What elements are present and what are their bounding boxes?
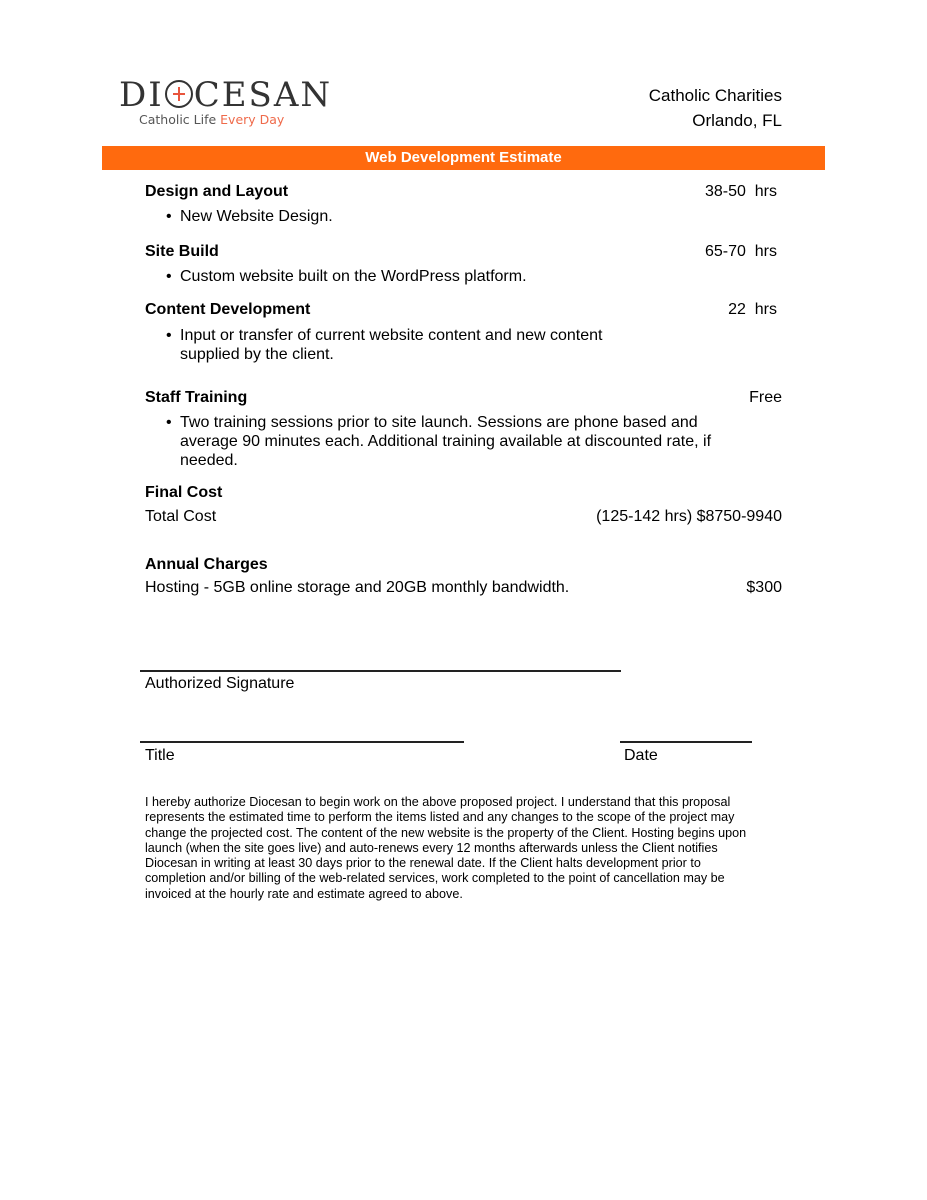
item-title-training: Staff Training bbox=[145, 389, 248, 406]
title-label: Title bbox=[145, 747, 175, 764]
date-label: Date bbox=[624, 747, 658, 764]
date-line[interactable] bbox=[620, 741, 752, 743]
diocesan-logo bbox=[119, 76, 332, 114]
item-bullet-content: • Input or transfer of current website content and new content supplied by the client. bbox=[166, 327, 603, 363]
logo-wordmark-right: CESAN bbox=[193, 75, 333, 115]
total-cost-label: Total Cost bbox=[145, 508, 217, 525]
logo-cross-icon bbox=[165, 80, 193, 108]
estimate-banner: Web Development Estimate bbox=[102, 146, 825, 170]
hosting-value: $300 bbox=[746, 579, 782, 596]
authorized-signature-label: Authorized Signature bbox=[145, 675, 295, 692]
client-name: Catholic Charities bbox=[648, 86, 782, 105]
item-bullet-training: • Two training sessions prior to site launch. Sessions are phone based and average 90 minutes each. Additional training available at discounted rate, if needed. bbox=[166, 414, 712, 469]
final-cost-heading: Final Cost bbox=[145, 484, 223, 501]
logo-tagline bbox=[139, 112, 284, 127]
total-cost-value: (125-142 hrs) $8750-9940 bbox=[596, 508, 782, 525]
item-bullet-design: • New Website Design. bbox=[166, 208, 333, 225]
item-value-design: 38-50 hrs bbox=[704, 183, 777, 200]
item-value-training: Free bbox=[749, 389, 782, 406]
item-title-design: Design and Layout bbox=[145, 183, 289, 200]
signature-line[interactable] bbox=[140, 670, 621, 672]
hosting-label: Hosting - 5GB online storage and 20GB monthly bandwidth. bbox=[145, 579, 570, 596]
item-value-site-build: 65-70 hrs bbox=[704, 243, 777, 260]
tagline-accent: Every Day bbox=[220, 112, 285, 127]
title-line[interactable] bbox=[140, 741, 464, 743]
item-title-content: Content Development bbox=[145, 301, 311, 318]
item-bullet-site-build: • Custom website built on the WordPress platform. bbox=[166, 268, 527, 285]
authorization-fine-print: I hereby authorize Diocesan to begin work on the above proposed project. I understand that this proposal represents the estimated time to perform the items listed and any changes to the scope of the project may change the projected cost. The content of the new website is the property of the Client. Hosting begins upon launch (when the site goes live) and auto-renews every 12 months afterwards unless the Client notifies Diocesan in writing at least 30 days prior to the renewal date. If the Client halts development prior to completion and/or billing of the web-related services, work completed to the point of cancellation may be invoiced at the hourly rate and estimate agreed to above. bbox=[145, 795, 747, 901]
tagline-main: Catholic Life bbox=[139, 112, 221, 127]
item-value-content: 22 hrs bbox=[728, 301, 777, 318]
annual-charges-heading: Annual Charges bbox=[145, 556, 268, 573]
logo-wordmark-left: DI bbox=[119, 75, 164, 115]
item-title-site-build: Site Build bbox=[145, 243, 219, 260]
client-location: Orlando, FL bbox=[692, 111, 782, 130]
client-block bbox=[649, 83, 782, 133]
